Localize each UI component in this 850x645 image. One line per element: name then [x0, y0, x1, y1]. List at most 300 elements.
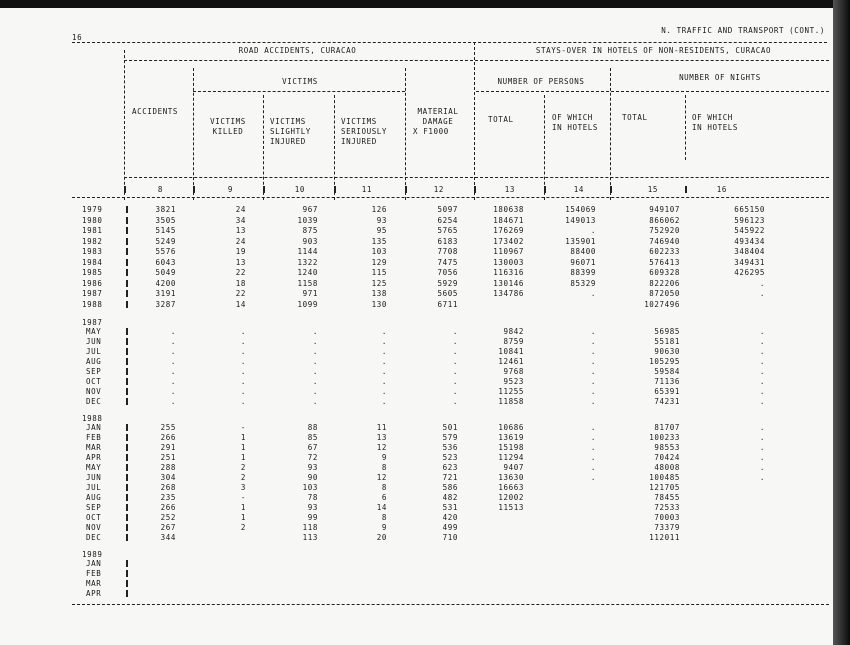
- table-cell: .: [759, 289, 765, 298]
- table-cell: -: [240, 423, 246, 432]
- table-cell: .: [312, 387, 318, 396]
- table-cell: 99: [307, 513, 318, 522]
- row-label: 1983: [82, 247, 103, 256]
- table-cell: .: [759, 423, 765, 432]
- table-cell: 100485: [649, 473, 680, 482]
- row-label: 1987: [82, 289, 103, 298]
- table-cell: 2: [240, 463, 246, 472]
- table-cell: 5249: [155, 236, 176, 246]
- column-number: 9: [227, 185, 233, 194]
- table-cell: .: [170, 367, 176, 376]
- column-bar: [685, 186, 687, 193]
- table-cell: .: [312, 357, 318, 366]
- road-accidents-header: ROAD ACCIDENTS, CURACAO: [238, 46, 357, 55]
- table-cell: 65391: [654, 387, 680, 396]
- table-cell: .: [452, 377, 458, 386]
- table-cell: 752920: [649, 226, 680, 235]
- table-cell: 5576: [155, 247, 176, 256]
- table-cell: 6183: [437, 236, 458, 246]
- row-bar: [126, 570, 128, 577]
- table-cell: 1: [240, 453, 246, 462]
- table-cell: 8: [381, 513, 387, 522]
- table-cell: 875: [302, 226, 318, 235]
- table-cell: 420: [442, 513, 458, 522]
- seriously-header: INJURED: [341, 137, 377, 146]
- table-cell: 134786: [493, 289, 524, 298]
- table-cell: .: [452, 357, 458, 366]
- table-cell: 135901: [565, 236, 596, 246]
- table-cell: .: [759, 397, 765, 406]
- table-cell: .: [759, 387, 765, 396]
- table-cell: 55181: [654, 337, 680, 346]
- table-cell: 602233: [649, 247, 680, 256]
- table-cell: 288: [160, 463, 176, 472]
- nights-header: NUMBER OF NIGHTS: [679, 73, 761, 82]
- table-cell: 5097: [437, 205, 458, 214]
- table-cell: .: [590, 473, 596, 482]
- table-cell: 11513: [498, 503, 524, 512]
- table-cell: 3: [240, 483, 246, 492]
- column-rule: [263, 95, 264, 200]
- table-cell: .: [312, 337, 318, 346]
- table-cell: 24: [235, 205, 246, 214]
- row-label: MAR: [86, 579, 102, 588]
- table-cell: 746940: [649, 236, 680, 246]
- row-label: 1981: [82, 226, 103, 235]
- table-cell: 3505: [155, 215, 176, 225]
- table-cell: 1240: [297, 268, 318, 277]
- table-cell: 493434: [734, 236, 765, 246]
- table-cell: 138: [371, 289, 387, 298]
- table-cell: 130146: [493, 278, 524, 288]
- table-cell: .: [452, 397, 458, 406]
- table-cell: .: [240, 397, 246, 406]
- table-cell: 22: [235, 289, 246, 298]
- table-cell: .: [312, 367, 318, 376]
- table-cell: 8: [381, 483, 387, 492]
- row-label: OCT: [86, 377, 102, 386]
- table-cell: 545922: [734, 226, 765, 235]
- table-cell: .: [452, 387, 458, 396]
- damage-header: MATERIAL: [417, 107, 459, 116]
- table-cell: .: [170, 397, 176, 406]
- table-cell: 22: [235, 268, 246, 277]
- row-label: 1980: [82, 215, 103, 225]
- column-rule: [193, 68, 194, 200]
- table-cell: -: [240, 493, 246, 502]
- table-cell: 596123: [734, 215, 765, 225]
- table-cell: 536: [442, 443, 458, 452]
- damage-header: X F1000: [413, 127, 449, 136]
- table-cell: 14: [376, 503, 387, 512]
- table-cell: 103: [371, 247, 387, 256]
- table-cell: .: [590, 337, 596, 346]
- table-cell: 7475: [437, 257, 458, 267]
- table-cell: .: [240, 377, 246, 386]
- accidents-header: ACCIDENTS: [132, 107, 179, 116]
- table-cell: 1039: [297, 215, 318, 225]
- table-cell: 118: [302, 523, 318, 532]
- table-cell: 6254: [437, 215, 458, 225]
- table-cell: .: [590, 347, 596, 356]
- table-cell: 96071: [570, 257, 596, 267]
- table-cell: 344: [160, 533, 176, 542]
- table-cell: 501: [442, 423, 458, 432]
- table-cell: 113: [302, 533, 318, 542]
- table-cell: 586: [442, 483, 458, 492]
- row-bar: [126, 580, 128, 587]
- table-cell: .: [590, 443, 596, 452]
- table-cell: 12002: [498, 493, 524, 502]
- table-cell: 90: [307, 473, 318, 482]
- page-number: 16: [72, 33, 83, 42]
- table-cell: .: [170, 357, 176, 366]
- table-cell: 103: [302, 483, 318, 492]
- table-cell: .: [759, 337, 765, 346]
- table-cell: 9768: [503, 367, 524, 376]
- table-cell: 721: [442, 473, 458, 482]
- column-number: 10: [294, 185, 305, 194]
- table-cell: 129: [371, 257, 387, 267]
- table-cell: 72: [307, 453, 318, 462]
- table-cell: .: [452, 327, 458, 336]
- table-cell: 93: [307, 503, 318, 512]
- table-cell: .: [759, 443, 765, 452]
- table-cell: 348404: [734, 247, 765, 256]
- table-cell: 85329: [570, 278, 596, 288]
- row-label: NOV: [86, 387, 102, 396]
- table-cell: 7708: [437, 247, 458, 256]
- table-cell: 531: [442, 503, 458, 512]
- table-cell: 121705: [649, 483, 680, 492]
- table-cell: 24: [235, 236, 246, 246]
- row-label: JUL: [86, 483, 102, 492]
- table-cell: 1: [240, 443, 246, 452]
- table-cell: 5605: [437, 289, 458, 298]
- table-cell: .: [381, 397, 387, 406]
- table-cell: .: [759, 453, 765, 462]
- table-cell: 9: [381, 523, 387, 532]
- of-which-nights-header: OF WHICH: [692, 113, 733, 122]
- table-cell: 10841: [498, 347, 524, 356]
- table-cell: .: [381, 327, 387, 336]
- table-cell: 12461: [498, 357, 524, 366]
- column-number: 12: [433, 185, 444, 194]
- table-cell: .: [170, 347, 176, 356]
- slightly-header: VICTIMS: [270, 117, 306, 126]
- table-cell: 93: [376, 215, 387, 225]
- table-cell: .: [240, 367, 246, 376]
- table-cell: 126: [371, 205, 387, 214]
- table-cell: .: [312, 327, 318, 336]
- table-cell: .: [312, 397, 318, 406]
- table-cell: 6: [381, 493, 387, 502]
- damage-header: DAMAGE: [422, 117, 454, 126]
- table-cell: 579: [442, 433, 458, 442]
- table-cell: .: [590, 387, 596, 396]
- column-number: 8: [157, 185, 163, 194]
- column-number: 15: [647, 185, 658, 194]
- table-cell: .: [240, 387, 246, 396]
- divider: [124, 177, 829, 178]
- divider: [72, 604, 829, 605]
- row-label: APR: [86, 453, 102, 462]
- row-label: MAY: [86, 463, 102, 472]
- table-cell: 15198: [498, 443, 524, 452]
- of-which-persons-header: OF WHICH: [552, 113, 593, 122]
- table-cell: 11: [376, 423, 387, 432]
- table-cell: .: [590, 463, 596, 472]
- table-cell: .: [381, 347, 387, 356]
- page-edge-shadow: [833, 0, 850, 645]
- killed-header: KILLED: [212, 127, 244, 136]
- row-label: JUN: [86, 473, 102, 482]
- table-cell: 14: [235, 299, 246, 309]
- table-cell: 116316: [493, 268, 524, 277]
- table-cell: 11255: [498, 387, 524, 396]
- row-label: JUL: [86, 347, 102, 356]
- table-cell: 12: [376, 443, 387, 452]
- table-cell: .: [381, 387, 387, 396]
- table-cell: 154069: [565, 205, 596, 214]
- table-cell: 267: [160, 523, 176, 532]
- table-cell: .: [759, 357, 765, 366]
- table-cell: 1027496: [644, 299, 680, 309]
- seriously-header: VICTIMS: [341, 117, 377, 126]
- table-cell: 13: [235, 226, 246, 235]
- table-cell: 13630: [498, 473, 524, 482]
- row-label: SEP: [86, 503, 102, 512]
- row-label: SEP: [86, 367, 102, 376]
- table-cell: 110967: [493, 247, 524, 256]
- table-cell: 6043: [155, 257, 176, 267]
- table-cell: 9: [381, 453, 387, 462]
- table-cell: 623: [442, 463, 458, 472]
- victims-header: VICTIMS: [282, 77, 318, 86]
- table-cell: 665150: [734, 205, 765, 214]
- table-cell: .: [759, 278, 765, 288]
- table-cell: 1: [240, 433, 246, 442]
- table-cell: 67: [307, 443, 318, 452]
- table-cell: 235: [160, 493, 176, 502]
- total-nights-header: TOTAL: [622, 113, 648, 122]
- row-label: OCT: [86, 513, 102, 522]
- table-cell: 100233: [649, 433, 680, 442]
- table-cell: 1099: [297, 299, 318, 309]
- table-cell: 609328: [649, 268, 680, 277]
- of-which-nights-header: IN HOTELS: [692, 123, 739, 132]
- table-cell: 255: [160, 423, 176, 432]
- table-cell: .: [759, 377, 765, 386]
- table-cell: .: [170, 337, 176, 346]
- table-cell: 95: [376, 226, 387, 235]
- row-label: JAN: [86, 423, 102, 432]
- table-cell: .: [170, 387, 176, 396]
- column-number: 16: [716, 185, 727, 194]
- column-bar: [193, 186, 195, 193]
- column-bar: [124, 186, 126, 193]
- table-cell: 12: [376, 473, 387, 482]
- table-cell: 115: [371, 268, 387, 277]
- of-which-persons-header: IN HOTELS: [552, 123, 599, 132]
- table-cell: 252: [160, 513, 176, 522]
- table-cell: 34: [235, 215, 246, 225]
- table-cell: .: [240, 337, 246, 346]
- row-label: MAY: [86, 327, 102, 336]
- table-cell: 88399: [570, 268, 596, 277]
- table-cell: 130: [371, 299, 387, 309]
- table-cell: 19: [235, 247, 246, 256]
- table-cell: 13619: [498, 433, 524, 442]
- table-cell: 85: [307, 433, 318, 442]
- table-cell: .: [170, 327, 176, 336]
- table-cell: 90630: [654, 347, 680, 356]
- row-label: 1979: [82, 205, 103, 214]
- table-cell: 4200: [155, 278, 176, 288]
- table-cell: 576413: [649, 257, 680, 267]
- row-label: 1988: [82, 299, 103, 309]
- table-cell: 291: [160, 443, 176, 452]
- table-cell: 105295: [649, 357, 680, 366]
- column-rule: [405, 68, 406, 200]
- table-cell: 13: [376, 433, 387, 442]
- table-cell: 9523: [503, 377, 524, 386]
- table-cell: .: [590, 357, 596, 366]
- table-cell: 971: [302, 289, 318, 298]
- table-cell: 10686: [498, 423, 524, 432]
- table-cell: 5929: [437, 278, 458, 288]
- table-cell: 88400: [570, 247, 596, 256]
- persons-header: NUMBER OF PERSONS: [497, 77, 585, 86]
- table-cell: .: [590, 367, 596, 376]
- table-cell: 11858: [498, 397, 524, 406]
- slightly-header: INJURED: [270, 137, 306, 146]
- column-bar: [610, 186, 612, 193]
- table-cell: 822206: [649, 278, 680, 288]
- table-cell: .: [590, 289, 596, 298]
- table-cell: .: [381, 377, 387, 386]
- column-bar: [334, 186, 336, 193]
- table-cell: 8: [381, 463, 387, 472]
- table-cell: 251: [160, 453, 176, 462]
- table-cell: 3821: [155, 205, 176, 214]
- table-cell: 78: [307, 493, 318, 502]
- table-cell: 967: [302, 205, 318, 214]
- table-cell: 5049: [155, 268, 176, 277]
- table-cell: 3191: [155, 289, 176, 298]
- table-cell: .: [759, 347, 765, 356]
- table-cell: .: [759, 367, 765, 376]
- row-label: JUN: [86, 337, 102, 346]
- table-cell: .: [590, 397, 596, 406]
- table-cell: .: [590, 433, 596, 442]
- table-cell: 20: [376, 533, 387, 542]
- divider: [476, 91, 829, 92]
- table-cell: .: [759, 463, 765, 472]
- table-cell: 70424: [654, 453, 680, 462]
- seriously-header: SERIOUSLY: [341, 127, 388, 136]
- table-cell: 184671: [493, 215, 524, 225]
- table-cell: .: [381, 357, 387, 366]
- row-bar: [126, 590, 128, 597]
- year-heading: 1988: [82, 414, 103, 423]
- column-bar: [474, 186, 476, 193]
- table-cell: 903: [302, 236, 318, 246]
- table-cell: 130003: [493, 257, 524, 267]
- table-cell: 349431: [734, 257, 765, 267]
- table-cell: 499: [442, 523, 458, 532]
- column-bar: [263, 186, 265, 193]
- row-label: DEC: [86, 397, 102, 406]
- table-cell: 56985: [654, 327, 680, 336]
- row-label: 1985: [82, 268, 103, 277]
- table-cell: .: [590, 453, 596, 462]
- column-number: 11: [361, 185, 372, 194]
- column-rule: [610, 68, 611, 200]
- table-cell: 304: [160, 473, 176, 482]
- table-cell: 93: [307, 463, 318, 472]
- table-cell: 6711: [437, 299, 458, 309]
- table-cell: .: [381, 367, 387, 376]
- divider: [72, 42, 827, 43]
- table-cell: 2: [240, 523, 246, 532]
- table-cell: .: [759, 433, 765, 442]
- divider: [124, 60, 829, 61]
- table-cell: 88: [307, 423, 318, 432]
- table-cell: 18: [235, 278, 246, 288]
- row-label: AUG: [86, 493, 102, 502]
- table-cell: 98553: [654, 443, 680, 452]
- table-cell: 1: [240, 513, 246, 522]
- column-number: 14: [573, 185, 584, 194]
- table-cell: .: [452, 367, 458, 376]
- table-cell: 5145: [155, 226, 176, 235]
- table-cell: 73379: [654, 523, 680, 532]
- table-cell: 16663: [498, 483, 524, 492]
- table-cell: 426295: [734, 268, 765, 277]
- table-cell: .: [240, 357, 246, 366]
- table-cell: .: [759, 327, 765, 336]
- table-cell: 9407: [503, 463, 524, 472]
- stays-over-header: STAYS-OVER IN HOTELS OF NON-RESIDENTS, CURACAO: [535, 46, 772, 55]
- table-cell: 3287: [155, 299, 176, 309]
- table-cell: 1144: [297, 247, 318, 256]
- killed-header: VICTIMS: [210, 117, 246, 126]
- table-cell: .: [590, 423, 596, 432]
- divider: [72, 197, 829, 198]
- table-cell: .: [590, 327, 596, 336]
- table-cell: 7056: [437, 268, 458, 277]
- table-cell: 149013: [565, 215, 596, 225]
- table-cell: 125: [371, 278, 387, 288]
- table-cell: .: [312, 347, 318, 356]
- table-cell: .: [381, 337, 387, 346]
- table-cell: 74231: [654, 397, 680, 406]
- table-cell: 523: [442, 453, 458, 462]
- table-cell: 949107: [649, 205, 680, 214]
- table-cell: 70003: [654, 513, 680, 522]
- table-cell: 176269: [493, 226, 524, 235]
- row-label: JAN: [86, 559, 102, 568]
- total-persons-header: TOTAL: [488, 115, 514, 124]
- table-cell: .: [590, 226, 596, 235]
- table-cell: 13: [235, 257, 246, 267]
- row-label: APR: [86, 589, 102, 598]
- year-heading: 1989: [82, 550, 103, 559]
- column-bar: [544, 186, 546, 193]
- table-cell: 268: [160, 483, 176, 492]
- table-cell: 5765: [437, 226, 458, 235]
